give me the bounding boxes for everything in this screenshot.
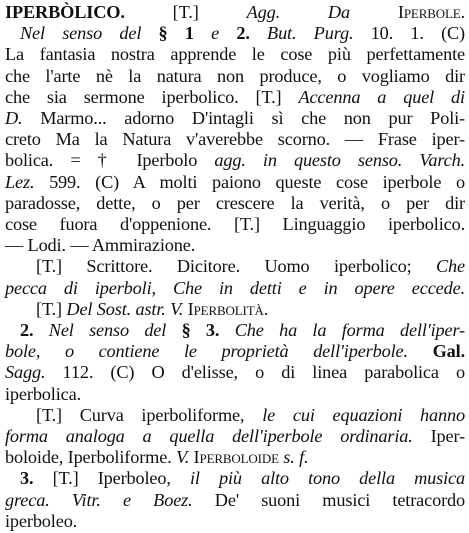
text-segment: Accenna a quel di: [298, 86, 465, 107]
text-segment: Gal.: [432, 341, 465, 362]
text-segment: Iperbole.: [397, 2, 465, 22]
sense-line: [20, 320, 465, 341]
text-segment: le cui equazioni hanno: [262, 404, 466, 425]
text-segment: paradosse, dette, o per crescere la verità, o per dir: [5, 192, 465, 213]
text-line: [5, 362, 465, 383]
text-line: [36, 256, 465, 277]
text-segment: De' suoni musici tetracordo: [214, 489, 465, 510]
text-segment: IPERBÒLICO.: [5, 2, 125, 22]
text-segment: il più alto tono della musica: [189, 468, 465, 489]
text-segment: [T.]: [36, 298, 67, 319]
text-segment: 10. 1. (C): [370, 23, 465, 44]
text-line: [5, 235, 465, 256]
text-segment: iperboleo.: [5, 510, 78, 531]
text-segment: 2.: [20, 320, 49, 340]
text-line: [5, 87, 465, 108]
text-segment: Agg. Da: [246, 2, 398, 22]
text-segment: Iperboloide: [193, 447, 284, 468]
text-segment: V.: [176, 447, 194, 468]
text-line: [5, 108, 465, 129]
text-segment: § 1: [158, 23, 212, 44]
text-segment: bolica. = † Iperbolo: [5, 150, 215, 171]
text-line: [5, 66, 465, 87]
text-segment: agg. in questo senso. Varch.: [214, 150, 465, 171]
text-segment: 112. (C) O d'elisse, o di linea parabolica o: [62, 362, 465, 383]
text-segment: 599. (C) A molti paiono queste cose iperbole o: [49, 171, 465, 192]
text-segment: Che: [436, 256, 465, 277]
sense-line: [20, 468, 465, 489]
text-segment: bole, o contiene le proprietà dell'iperbole.: [5, 341, 433, 362]
text-segment: But. Purg.: [267, 23, 371, 44]
text-segment: iperbolica.: [5, 383, 82, 404]
text-line: [5, 426, 465, 447]
text-segment: Nel senso del: [48, 320, 182, 340]
text-segment: Marmo... adorno D'intagli sì che non pur Poli-: [40, 108, 465, 128]
text-line: [5, 511, 465, 532]
text-segment: La fantasia nostra apprende le cose più perfettamente: [5, 44, 465, 65]
text-line: [36, 299, 268, 320]
text-line: [5, 341, 465, 362]
text-segment: e: [211, 23, 237, 44]
text-line: [5, 129, 465, 150]
text-segment: boloide, Iperboliforme.: [5, 447, 177, 468]
text-segment: creto Ma la Natura v'averebbe scorno. — Frase iper-: [5, 129, 465, 150]
text-segment: [T.] Curva iperboliforme,: [36, 404, 263, 425]
text-segment: s. f.: [283, 447, 309, 468]
text-segment: forma analoga a quella dell'iperbole ordinaria.: [5, 426, 431, 446]
text-segment: pecca di iperboli, Che in detti e in opere eccede.: [5, 277, 465, 298]
text-segment: [T.] Iperboleo,: [52, 468, 190, 489]
text-line: [5, 278, 465, 299]
text-segment: che sia sermone iperbolico. [T.]: [5, 86, 299, 107]
text-segment: 3.: [20, 468, 53, 489]
text-line: [5, 447, 465, 468]
text-line: [5, 193, 465, 214]
text-segment: Sagg.: [5, 362, 63, 383]
text-line: [20, 23, 465, 44]
text-segment: Che ha la forma dell'iper-: [234, 320, 465, 340]
text-segment: greca. Vitr. e Boez.: [5, 489, 215, 510]
text-segment: 2.: [236, 23, 268, 44]
text-segment: § 3.: [181, 320, 235, 340]
text-line: [5, 490, 465, 511]
text-segment: Iperbolità.: [187, 298, 269, 319]
text-segment: [T.] Scrittore. Dicitore. Uomo iperbolico;: [36, 256, 436, 277]
text-segment: che l'arte nè la natura non produce, o vogliamo dir: [5, 65, 465, 86]
text-segment: Del Sost. astr. V.: [66, 298, 188, 319]
text-line: [5, 384, 465, 405]
text-line: [5, 44, 465, 65]
headword-line: [5, 2, 465, 23]
text-segment: — Lodi. — Ammirazione.: [5, 235, 196, 256]
text-segment: Lez.: [5, 171, 50, 192]
text-segment: cose fuora d'oppenione. [T.] Linguaggio iperbolico.: [5, 214, 465, 234]
text-line: [36, 405, 465, 426]
text-segment: Iper-: [430, 426, 465, 446]
text-segment: D.: [5, 108, 41, 128]
text-line: [5, 172, 465, 193]
text-segment: Nel senso del: [20, 23, 159, 44]
text-line: [5, 214, 465, 235]
text-segment: [T.]: [124, 2, 247, 22]
text-line: [5, 150, 465, 171]
